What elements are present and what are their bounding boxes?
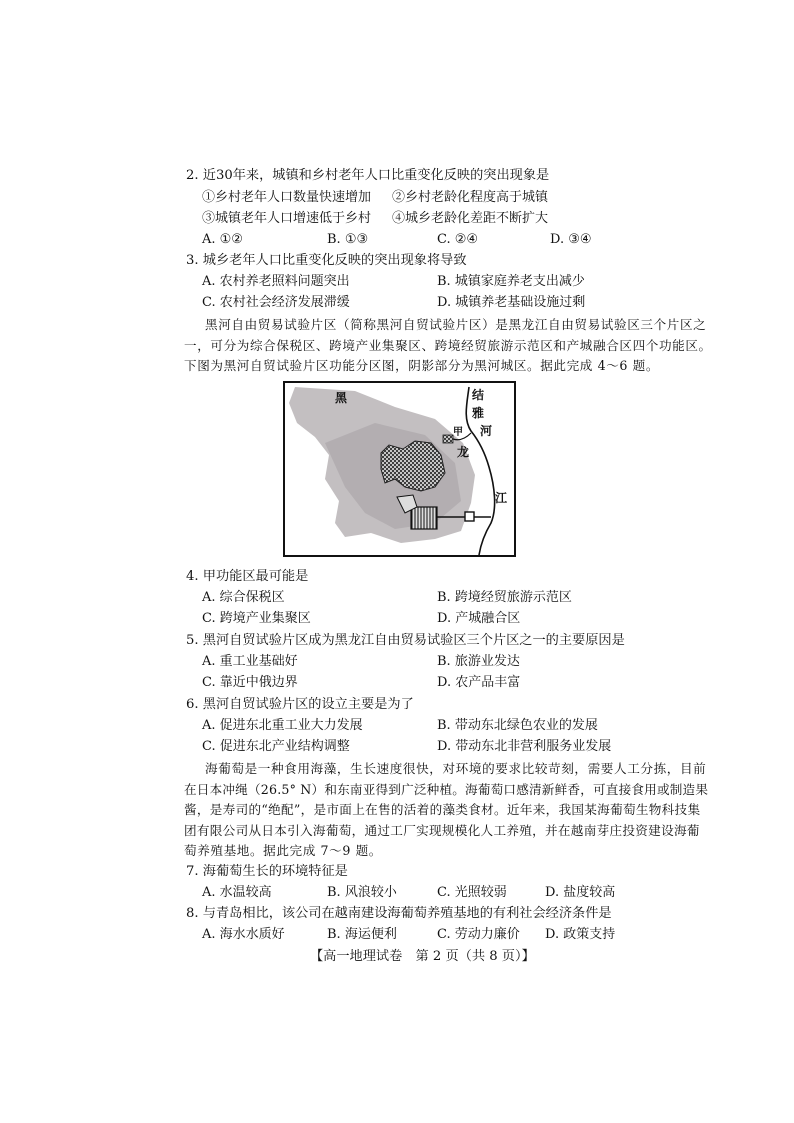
heihe-zone-map <box>283 381 516 557</box>
map-label-hei: 黑 <box>335 391 348 405</box>
map-label-hlj-1: 龙 <box>457 445 470 459</box>
q4-option-c: C. 跨境产业集聚区 <box>202 611 311 626</box>
q2-statement-3: ③城镇老年人口增速低于乡村 <box>202 211 372 226</box>
q7-option-d: D. 盐度较高 <box>545 885 616 900</box>
q7-option-a: A. 水温较高 <box>202 885 272 900</box>
map-label-river-3: 河 <box>480 424 493 438</box>
intro1-line-3: 下图为黑河自贸试验片区功能分区图，阴影部分为黑河城区。据此完成 4～6 题。 <box>184 358 660 373</box>
intro2-line-5: 萄养殖基地。据此完成 7～9 题。 <box>184 843 382 858</box>
page-footer: 【高一地理试卷 第 2 页（共 8 页）】 <box>310 949 535 964</box>
map-label-river-1: 结 <box>472 388 485 402</box>
q5-stem: 5. 黑河自贸试验片区成为黑龙江自由贸易试验区三个片区之一的主要原因是 <box>186 633 625 648</box>
q8-option-a: A. 海水水质好 <box>202 927 285 942</box>
q5-option-a: A. 重工业基础好 <box>202 654 298 669</box>
intro1-line-2: 一，可分为综合保税区、跨境产业集聚区、跨境经贸旅游示范区和产城融合区四个功能区。 <box>184 338 712 353</box>
zone-small-square <box>465 512 474 521</box>
map-label-jia: 甲 <box>453 427 463 438</box>
q8-stem: 8. 与青岛相比，该公司在越南建设海葡萄养殖基地的有利社会经济条件是 <box>186 906 612 921</box>
q7-stem: 7. 海葡萄生长的环境特征是 <box>186 864 348 879</box>
q7-option-c: C. 光照较弱 <box>437 885 507 900</box>
zone-jia <box>443 435 453 443</box>
q6-option-a: A. 促进东北重工业大力发展 <box>202 718 363 733</box>
map-label-river-2: 雅 <box>472 406 485 420</box>
q2-statement-1: ①乡村老年人口数量快速增加 <box>202 190 372 205</box>
q4-stem: 4. 甲功能区最可能是 <box>186 569 309 584</box>
q8-option-d: D. 政策支持 <box>545 927 616 942</box>
q6-option-c: C. 促进东北产业结构调整 <box>202 739 350 754</box>
q8-option-c: C. 劳动力廉价 <box>437 927 520 942</box>
intro2-line-3: 酱，是寿司的“绝配”，是市面上在售的活着的藻类食材。近年来，我国某海葡萄生物科技集 <box>184 802 701 817</box>
q2-stem: 2. 近30年来，城镇和乡村老年人口比重变化反映的突出现象是 <box>186 168 550 183</box>
q2-statement-4: ④城乡老龄化差距不断扩大 <box>392 211 549 226</box>
q4-option-d: D. 产城融合区 <box>437 611 521 626</box>
intro2-line-4: 团有限公司从日本引入海葡萄，通过工厂实现规模化人工养殖，并在越南芽庄投资建设海葡 <box>184 823 700 838</box>
q4-option-b: B. 跨境经贸旅游示范区 <box>437 590 572 605</box>
q6-option-b: B. 带动东北绿色农业的发展 <box>437 718 598 733</box>
q5-option-d: D. 农产品丰富 <box>437 675 521 690</box>
q2-option-d: D. ③④ <box>550 232 592 247</box>
q3-option-d: D. 城镇养老基础设施过剩 <box>437 295 586 310</box>
q3-stem: 3. 城乡老年人口比重变化反映的突出现象将导致 <box>186 253 467 268</box>
q6-stem: 6. 黑河自贸试验片区的设立主要是为了 <box>186 697 414 712</box>
q3-option-c: C. 农村社会经济发展滞缓 <box>202 295 350 310</box>
q7-option-b: B. 风浪较小 <box>327 885 397 900</box>
q2-option-c: C. ②④ <box>437 232 479 247</box>
intro2-line-2: 在日本冲绳（26.5° N）和东南亚得到广泛种植。海葡萄口感清新鲜香，可直接食用或制造果 <box>184 782 709 797</box>
q4-option-a: A. 综合保税区 <box>202 590 285 605</box>
q3-option-b: B. 城镇家庭养老支出减少 <box>437 274 585 289</box>
q2-statement-2: ②乡村老龄化程度高于城镇 <box>392 190 549 205</box>
q2-option-a: A. ①② <box>202 232 243 247</box>
zone-striped <box>411 507 437 529</box>
q3-option-a: A. 农村养老照料问题突出 <box>202 274 350 289</box>
q2-option-b: B. ①③ <box>327 232 369 247</box>
q5-option-c: C. 靠近中俄边界 <box>202 675 298 690</box>
q5-option-b: B. 旅游业发达 <box>437 654 520 669</box>
q6-option-d: D. 带动东北非营利服务业发展 <box>437 739 612 754</box>
q8-option-b: B. 海运便利 <box>327 927 397 942</box>
intro2-line-1: 海葡萄是一种食用海藻，生长速度很快，对环境的要求比较苛刻，需要人工分拣，目前 <box>205 761 707 776</box>
intro1-line-1: 黑河自由贸易试验片区（简称黑河自贸试验片区）是黑龙江自由贸易试验区三个片区之 <box>205 317 707 332</box>
map-label-hlj-2: 江 <box>495 491 508 505</box>
